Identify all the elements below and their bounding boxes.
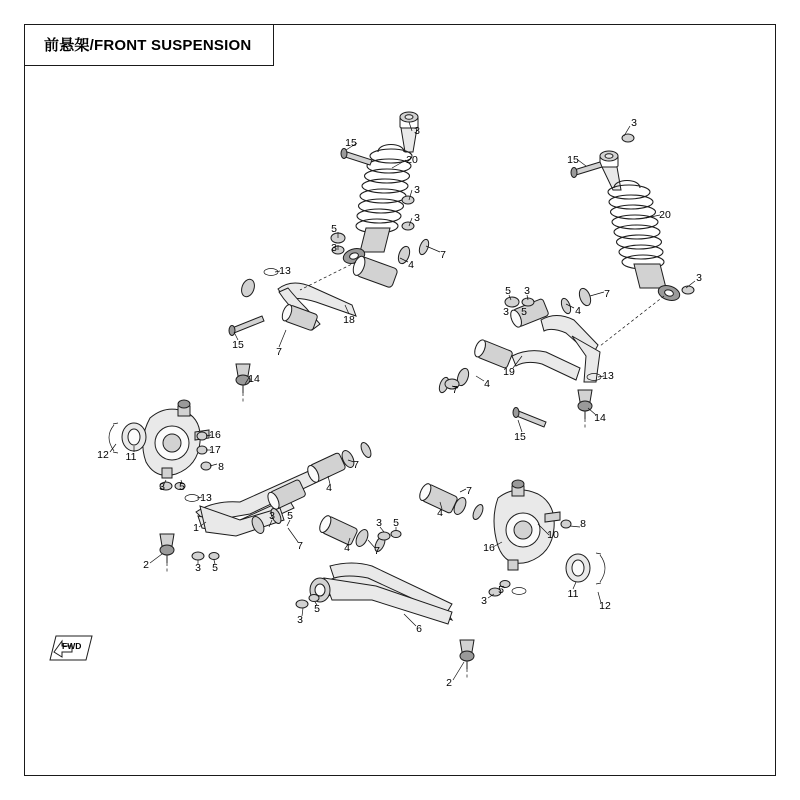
callout-7: 7 — [466, 484, 472, 497]
callout-7: 7 — [440, 248, 446, 261]
upper-control-arm-left — [229, 238, 430, 393]
callout-3: 3 — [414, 183, 420, 196]
callout-4: 4 — [575, 304, 581, 317]
callout-15: 15 — [567, 153, 579, 166]
callout-18: 18 — [343, 313, 355, 326]
callout-3: 3 — [696, 271, 702, 284]
steering-knuckle-left — [109, 400, 209, 478]
callout-4: 4 — [437, 506, 443, 519]
shock-absorber-right — [600, 151, 682, 303]
callout-8: 8 — [580, 517, 586, 530]
callout-7: 7 — [452, 383, 458, 396]
callout-3: 3 — [269, 509, 275, 522]
callout-11: 11 — [125, 450, 137, 463]
callout-5: 5 — [393, 516, 399, 529]
callout-5: 5 — [331, 222, 337, 235]
callout-4: 4 — [344, 541, 350, 554]
callout-5: 5 — [314, 602, 320, 615]
callout-14: 14 — [594, 411, 606, 424]
callout-13: 13 — [602, 369, 614, 382]
callout-7: 7 — [353, 458, 359, 471]
callout-4: 4 — [326, 481, 332, 494]
callout-3: 3 — [297, 613, 303, 626]
callout-14: 14 — [248, 372, 260, 385]
callout-16: 16 — [483, 541, 495, 554]
callout-3: 3 — [524, 284, 530, 297]
callout-2: 2 — [446, 676, 452, 689]
shock-absorber-left — [341, 112, 418, 266]
callout-3: 3 — [481, 594, 487, 607]
callout-5: 5 — [212, 561, 218, 574]
callout-5: 5 — [498, 583, 504, 596]
callout-5: 5 — [287, 509, 293, 522]
callout-13: 13 — [200, 491, 212, 504]
callout-7: 7 — [297, 539, 303, 552]
callout-7: 7 — [374, 544, 380, 557]
callout-19: 19 — [503, 365, 515, 378]
callout-20: 20 — [659, 208, 671, 221]
lower-control-arm-right — [296, 482, 485, 669]
callout-10: 10 — [547, 528, 559, 541]
callout-2: 2 — [143, 558, 149, 571]
callout-15: 15 — [345, 136, 357, 149]
callout-5: 5 — [179, 480, 185, 493]
callout-13: 13 — [279, 264, 291, 277]
callout-4: 4 — [484, 377, 490, 390]
callout-6: 6 — [416, 622, 422, 635]
callout-17: 17 — [209, 443, 221, 456]
callout-3: 3 — [331, 241, 337, 254]
callout-16: 16 — [209, 428, 221, 441]
callout-8: 8 — [218, 460, 224, 473]
callout-20: 20 — [406, 153, 418, 166]
callout-5: 5 — [521, 305, 527, 318]
callout-15: 15 — [232, 338, 244, 351]
callout-12: 12 — [97, 448, 109, 461]
callout-11: 11 — [567, 587, 579, 600]
callout-1: 1 — [193, 521, 199, 534]
callout-5: 5 — [505, 284, 511, 297]
callout-3: 3 — [414, 124, 420, 137]
callout-3: 3 — [376, 516, 382, 529]
callout-4: 4 — [408, 258, 414, 271]
callout-3: 3 — [414, 211, 420, 224]
callout-7: 7 — [604, 287, 610, 300]
callout-7: 7 — [276, 345, 282, 358]
callout-3: 3 — [159, 480, 165, 493]
callout-15: 15 — [514, 430, 526, 443]
fwd-label: FWD — [62, 641, 82, 651]
page-title: 前悬架/FRONT SUSPENSION — [44, 37, 252, 54]
callout-3: 3 — [631, 116, 637, 129]
callout-3: 3 — [503, 305, 509, 318]
callout-12: 12 — [599, 599, 611, 612]
callout-3: 3 — [195, 561, 201, 574]
